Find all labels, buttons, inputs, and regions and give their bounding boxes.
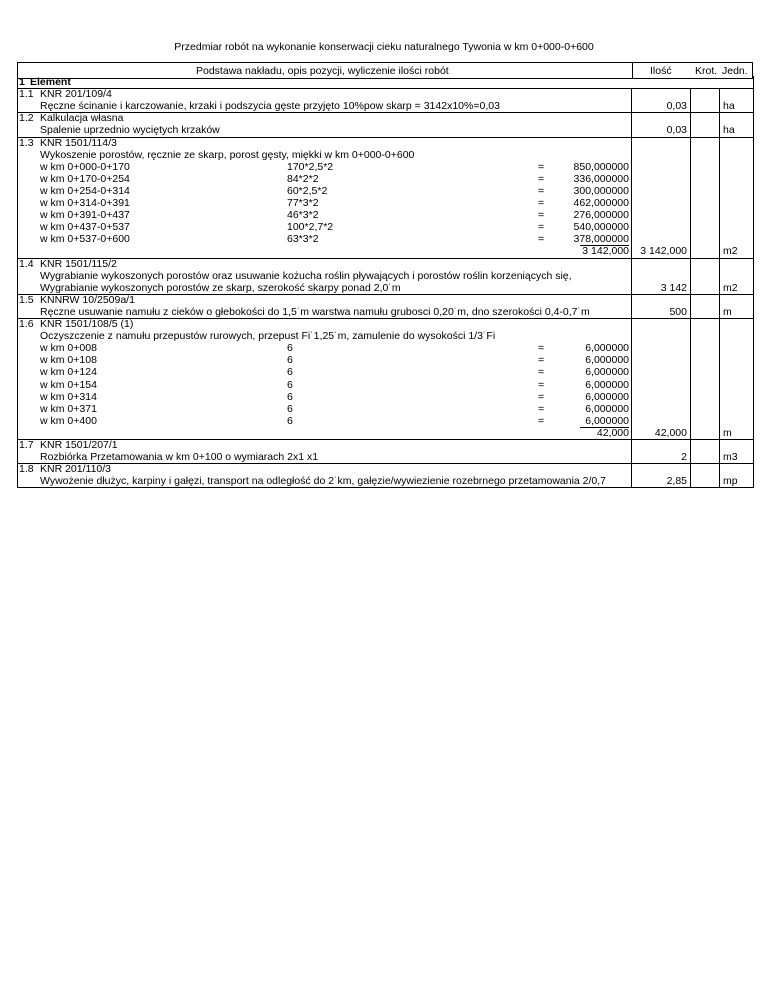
position-number: 1.7 bbox=[19, 439, 34, 451]
position-number: 1.8 bbox=[19, 463, 34, 476]
calc-equals: = bbox=[538, 402, 545, 415]
calc-equals: = bbox=[538, 233, 545, 246]
position-description: Wywożenie dłużyc, karpiny i gałęzi, transport na odległość do 2˙km, gałęzie/wywiezienie rozebrnego przetamowania 2/0,7 bbox=[40, 475, 607, 488]
calc-value: 6,000000 bbox=[585, 342, 629, 355]
position-quantity: 2 bbox=[681, 451, 687, 464]
position-number: 1.3 bbox=[19, 136, 34, 149]
element-number: 1 bbox=[19, 76, 25, 88]
position-unit: m bbox=[723, 305, 732, 318]
position-unit: ha bbox=[723, 100, 735, 113]
calc-total: 42,000 bbox=[596, 426, 629, 439]
calc-equals: = bbox=[538, 221, 545, 234]
calc-formula: 6 bbox=[287, 366, 293, 379]
calc-formula: 6 bbox=[287, 414, 293, 427]
position-description: Wygrabianie wykoszonych porostów ze skarp, szerokość skarpy ponad 2,0˙m bbox=[40, 281, 401, 294]
position-description: Spalenie uprzednio wyciętych krzaków bbox=[40, 124, 220, 137]
position-quantity: 2,85 bbox=[666, 475, 687, 488]
calc-location: w km 0+371 bbox=[40, 402, 97, 415]
calc-formula: 6 bbox=[287, 342, 293, 355]
calc-equals: = bbox=[538, 172, 545, 185]
calc-value: 850,000000 bbox=[573, 160, 629, 173]
unit-column-divider bbox=[719, 88, 720, 488]
position-number: 1.2 bbox=[19, 112, 34, 125]
calc-formula: 84*2*2 bbox=[287, 172, 319, 185]
position-code: KNR 201/109/4 bbox=[40, 88, 112, 101]
header-unit: Jedn. bbox=[722, 65, 748, 77]
position-quantity: 3 142,000 bbox=[640, 245, 687, 258]
header-description: Podstawa nakładu, opis pozycji, wyliczenie ilości robót bbox=[196, 65, 449, 77]
position-quantity: 500 bbox=[669, 305, 687, 318]
header-divider bbox=[632, 63, 633, 78]
header-krot: Krot. bbox=[695, 65, 718, 77]
position-unit: m2 bbox=[723, 281, 738, 294]
calc-location: w km 0+400 bbox=[40, 414, 97, 427]
element-label: Element bbox=[30, 76, 71, 88]
calc-location: w km 0+170-0+254 bbox=[40, 172, 130, 185]
position-unit: m bbox=[723, 426, 732, 439]
row-divider bbox=[17, 463, 753, 464]
calc-value: 6,000000 bbox=[585, 366, 629, 379]
position-quantity: 0,03 bbox=[666, 124, 687, 137]
calc-formula: 63*3*2 bbox=[287, 233, 319, 246]
position-code: KNNRW 10/2509a/1 bbox=[40, 293, 135, 306]
position-number: 1.5 bbox=[19, 293, 34, 306]
calc-location: w km 0+154 bbox=[40, 378, 97, 391]
position-quantity: 42,000 bbox=[654, 426, 687, 439]
position-code: KNR 201/110/3 bbox=[40, 463, 112, 476]
calc-location: w km 0+008 bbox=[40, 342, 97, 355]
position-number: 1.1 bbox=[19, 88, 34, 101]
calc-location: w km 0+000-0+170 bbox=[40, 160, 130, 173]
calc-location: w km 0+314-0+391 bbox=[40, 197, 130, 209]
position-number: 1.4 bbox=[19, 257, 34, 270]
position-code: KNR 1501/207/1 bbox=[40, 439, 118, 451]
calc-equals: = bbox=[538, 414, 545, 427]
calc-value: 378,000000 bbox=[573, 233, 629, 246]
position-unit: mp bbox=[723, 475, 738, 488]
row-divider bbox=[17, 439, 753, 440]
position-number: 1.6 bbox=[19, 318, 34, 330]
calc-value: 462,000000 bbox=[573, 197, 629, 209]
table-left-border bbox=[17, 76, 18, 488]
position-description: Oczyszczenie z namułu przepustów rurowych, przepust Fi˙1,25˙m, zamulenie do wysokości 1/3˙Fi bbox=[40, 330, 496, 343]
position-description: Wygrabianie wykoszonych porostów oraz usuwanie kożucha roślin pływających i porostów roślin korzeniących się, bbox=[40, 269, 572, 282]
position-unit: m2 bbox=[723, 245, 738, 258]
calc-value: 300,000000 bbox=[573, 184, 629, 197]
calc-equals: = bbox=[538, 378, 545, 391]
calc-equals: = bbox=[538, 354, 545, 367]
document-title: Przedmiar robót na wykonanie konserwacji cieku naturalnego Tywonia w km 0+000-0+600 bbox=[174, 41, 594, 53]
krot-column-divider bbox=[690, 88, 691, 488]
position-description: Ręczne usuwanie namułu z cieków o głebokości do 1,5˙m warstwa namułu grubosci 0,20˙m, dno szerokości 0,4-0,7˙m bbox=[40, 305, 590, 318]
calc-formula: 46*3*2 bbox=[287, 209, 319, 222]
calc-equals: = bbox=[538, 342, 545, 355]
quantity-column-divider bbox=[631, 88, 632, 488]
position-description: Wykoszenie porostów, ręcznie ze skarp, porost gęsty, miękki w km 0+000-0+600 bbox=[40, 148, 415, 161]
calc-equals: = bbox=[538, 184, 545, 197]
calc-equals: = bbox=[538, 209, 545, 222]
calc-value: 540,000000 bbox=[573, 221, 629, 234]
position-description: Rozbiórka Przetamowania w km 0+100 o wymiarach 2x1 x1 bbox=[40, 451, 319, 464]
calc-equals: = bbox=[538, 366, 545, 379]
position-code: KNR 1501/114/3 bbox=[40, 136, 117, 149]
calc-formula: 100*2,7*2 bbox=[287, 221, 334, 234]
row-divider bbox=[17, 258, 753, 259]
calc-formula: 6 bbox=[287, 390, 293, 403]
position-description: Ręczne ścinanie i karczowanie, krzaki i podszycia gęste przyjęto 10%pow skarp = 3142x10%=0,03 bbox=[40, 100, 500, 113]
calc-value: 6,000000 bbox=[585, 378, 629, 391]
calc-total: 3 142,000 bbox=[582, 245, 629, 258]
calc-formula: 6 bbox=[287, 354, 293, 367]
calc-location: w km 0+391-0+437 bbox=[40, 209, 130, 222]
calc-formula: 170*2,5*2 bbox=[287, 160, 334, 173]
position-code: KNR 1501/115/2 bbox=[40, 257, 117, 270]
calc-value: 6,000000 bbox=[585, 390, 629, 403]
calc-location: w km 0+314 bbox=[40, 390, 97, 403]
calc-value: 336,000000 bbox=[573, 172, 629, 185]
calc-equals: = bbox=[538, 160, 545, 173]
calc-location: w km 0+537-0+600 bbox=[40, 233, 130, 246]
position-quantity: 0,03 bbox=[666, 100, 687, 113]
calc-formula: 6 bbox=[287, 378, 293, 391]
calc-location: w km 0+124 bbox=[40, 366, 97, 379]
row-divider bbox=[17, 88, 753, 89]
row-divider bbox=[17, 112, 753, 113]
position-unit: m3 bbox=[723, 451, 738, 464]
calc-location: w km 0+437-0+537 bbox=[40, 221, 130, 234]
calc-value: 6,000000 bbox=[585, 414, 629, 427]
header-quantity: Ilość bbox=[650, 65, 672, 77]
calc-value: 276,000000 bbox=[573, 209, 629, 222]
position-code: Kalkulacja własna bbox=[40, 112, 124, 125]
calc-formula: 60*2,5*2 bbox=[287, 184, 328, 197]
row-divider bbox=[17, 487, 753, 488]
calc-equals: = bbox=[538, 390, 545, 403]
position-code: KNR 1501/108/5 (1) bbox=[40, 318, 134, 330]
row-divider bbox=[17, 137, 753, 138]
calc-value: 6,000000 bbox=[585, 354, 629, 367]
calc-formula: 77*3*2 bbox=[287, 197, 319, 209]
position-unit: ha bbox=[723, 124, 735, 137]
table-right-border bbox=[753, 76, 754, 488]
calc-formula: 6 bbox=[287, 402, 293, 415]
calc-value: 6,000000 bbox=[585, 402, 629, 415]
calc-equals: = bbox=[538, 197, 545, 209]
position-quantity: 3 142 bbox=[660, 281, 687, 294]
calc-location: w km 0+108 bbox=[40, 354, 97, 367]
calc-location: w km 0+254-0+314 bbox=[40, 184, 130, 197]
table-header bbox=[17, 62, 753, 79]
